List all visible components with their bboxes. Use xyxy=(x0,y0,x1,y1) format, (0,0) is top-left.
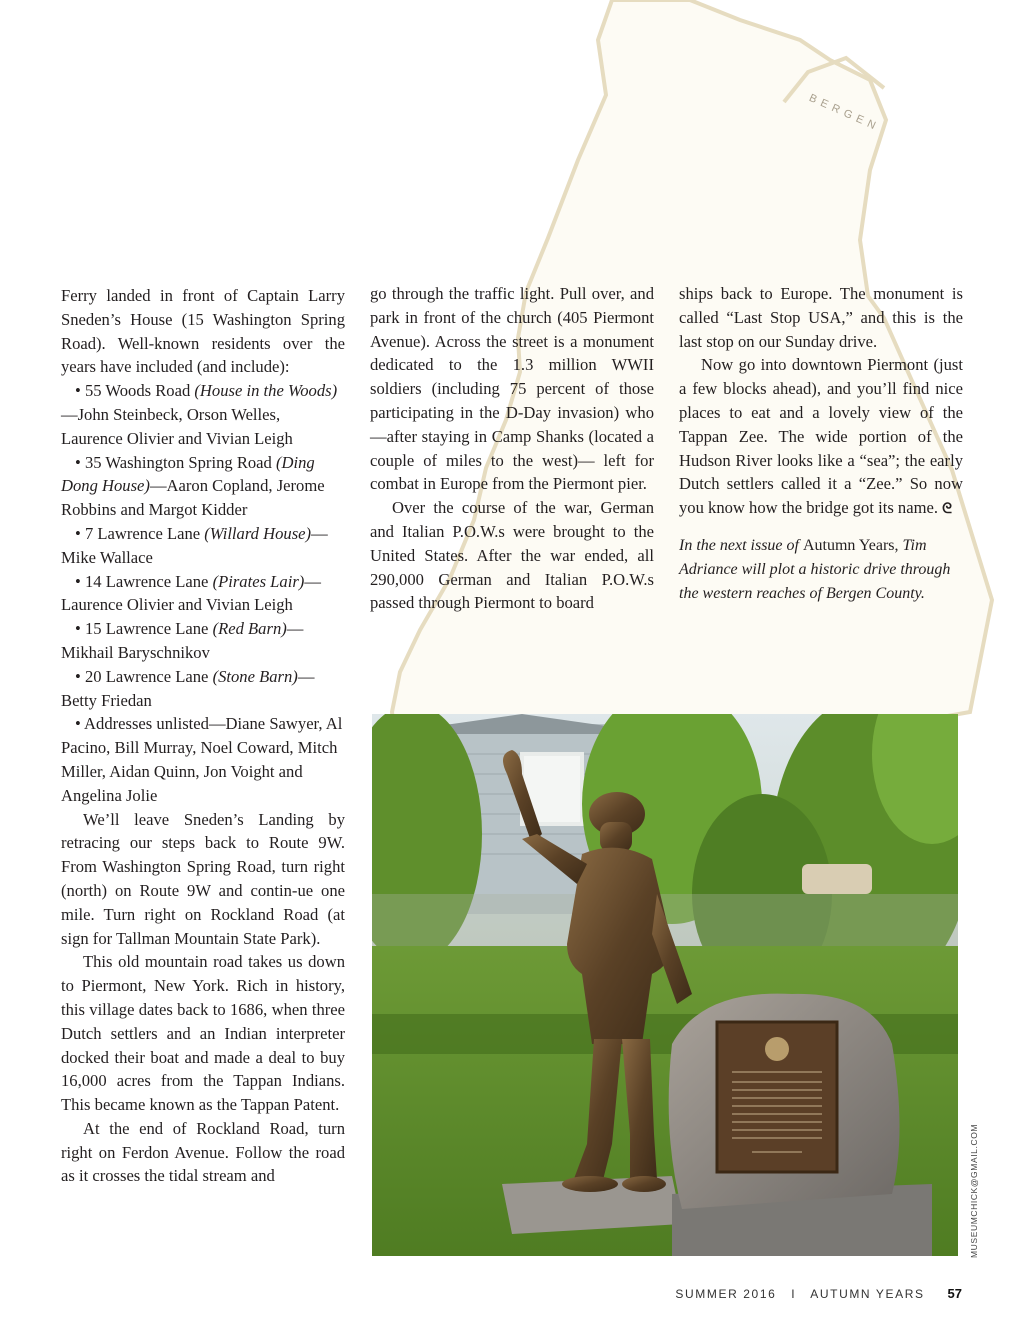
next-issue-note: In the next issue of Autumn Years, Tim Adriance will plot a historic drive through the western reaches of Bergen County. xyxy=(679,536,951,602)
paragraph: Now go into downtown Piermont (just a few blocks ahead), and you’ll find nice places to eat and a lovely view of the Tappan Zee. The wide portion of the Hudson River looks like a “sea”; the early Dutch settlers called it a “Zee.” So now you know how the bridge got its name. ᘓ xyxy=(679,355,963,518)
footer-separator: I xyxy=(791,1287,797,1301)
article-column-3 xyxy=(679,282,963,605)
list-item: • Addresses unlisted—Diane Sawyer, Al Pacino, Bill Murray, Noel Coward, Mitch Miller, Aidan Quinn, Jon Voight and Angelina Jolie xyxy=(61,714,343,805)
map-label-bergen: BERGEN xyxy=(807,92,882,135)
issue-label: SUMMER 2016 xyxy=(675,1287,777,1301)
magazine-name: AUTUMN YEARS xyxy=(810,1287,925,1301)
monument-illustration xyxy=(372,714,958,1256)
list-item: • 20 Lawrence Lane (Stone Barn)— Betty Friedan xyxy=(61,666,315,710)
residents-list xyxy=(61,379,345,807)
article-column-1 xyxy=(61,284,345,1188)
paragraph: Over the course of the war, German and Italian P.O.W.s were brought to the United States. After the war ended, all 290,000 German and Italian P.O.W.s passed through Piermont to board xyxy=(370,498,654,613)
paragraph: This old mountain road takes us down to Piermont, New York. Rich in history, this village dates back to 1686, when three Dutch settlers and an Indian interpreter docked their boat and made a deal to buy 16,000 acres from the Tappan Indians. This became known as the Tappan Patent. xyxy=(61,952,345,1115)
paragraph: go through the traffic light. Pull over, and park in front of the church (405 Piermont Avenue). Across the street is a monument dedicated to the 1.3 million WWII soldiers (including 75 percent of those participating in the D-Day invasion) who—after staying in Camp Shanks (located a couple of miles to the west)— left for combat in Europe from the Piermont pier. xyxy=(370,284,654,494)
paragraph: ships back to Europe. The monument is called “Last Stop USA,” and this is the last stop on our Sunday drive. xyxy=(679,284,963,351)
photo-credit: MUSEUMCHICK@GMAIL.COM xyxy=(969,1123,979,1258)
list-item: • 35 Washington Spring Road (Ding Dong House)—Aaron Copland, Jerome Robbins and Margot Kidder xyxy=(61,452,325,520)
list-item: • 55 Woods Road (House in the Woods)—John Steinbeck, Orson Welles, Laurence Olivier and Vivian Leigh xyxy=(61,381,338,448)
parked-car xyxy=(802,864,872,894)
list-item: • 14 Lawrence Lane (Pirates Lair)— Laurence Olivier and Vivian Leigh xyxy=(61,571,321,615)
paragraph: Ferry landed in front of Captain Larry Sneden’s House (15 Washington Spring Road). Well-known residents over the years have included (and include): xyxy=(61,286,345,377)
list-item: • 7 Lawrence Lane (Willard House)— Mike Wallace xyxy=(61,523,328,567)
article-column-2 xyxy=(370,282,654,615)
paragraph: We’ll leave Sneden’s Landing by retracing our steps back to Route 9W. From Washington Spring Road, turn right (north) on Route 9W and contin-ue one mile. Turn right on Rockland Road (at sign for Tallman Mountain State Park). xyxy=(61,809,345,948)
monument-photo xyxy=(372,714,958,1256)
paragraph: At the end of Rockland Road, turn right on Ferdon Avenue. Follow the road as it crosses the tidal stream and xyxy=(61,1118,345,1186)
end-mark-icon: ᘓ xyxy=(942,501,953,518)
page-footer xyxy=(675,1286,962,1301)
list-item: • 15 Lawrence Lane (Red Barn)— Mikhail Baryschnikov xyxy=(61,619,304,662)
page-number: 57 xyxy=(947,1286,962,1301)
